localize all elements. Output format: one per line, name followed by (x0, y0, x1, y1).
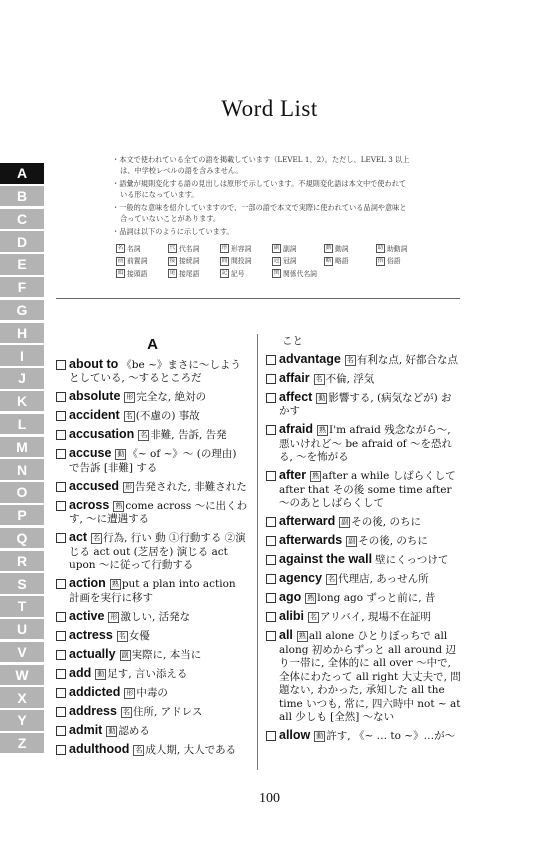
alphabet-tab-q[interactable]: Q (0, 528, 44, 549)
pos-tag: 形 (126, 688, 134, 697)
entry-definition: 許す, 《~ … to ~》…が～ (326, 730, 456, 742)
right-column (266, 335, 462, 748)
pos-label: 形容詞 (231, 244, 252, 253)
section-letter: A (147, 336, 158, 353)
word-entry (56, 724, 249, 739)
word-entry (56, 705, 249, 720)
entry-definition: 影響する, (病気などが) おかす (279, 391, 452, 417)
pos-tag: 熟 (319, 426, 327, 434)
word-entry (56, 499, 249, 527)
entry-word: action (69, 576, 106, 590)
entry-definition: 中毒の (136, 686, 168, 699)
pos-abbr-box: 前 (117, 257, 124, 264)
alphabet-tab-t[interactable]: T (0, 596, 44, 617)
pos-legend-item (220, 256, 272, 267)
pos-tag: 副 (348, 537, 356, 545)
word-entry (266, 353, 462, 368)
pos-tag: 熟 (312, 472, 320, 480)
entry-definition: その後, のちに (351, 516, 421, 528)
pos-tag: 名 (328, 575, 336, 583)
page-number: 100 (259, 791, 280, 806)
word-entry (56, 610, 249, 625)
entry-word: across (69, 497, 110, 512)
alphabet-tab-i[interactable]: I (0, 345, 44, 366)
note-item: ・語彙が規則変化する語の見出しは原形で示しています。不規則変化語は本文中で使われている形になっています。 (112, 179, 407, 199)
word-entry (56, 480, 249, 495)
word-entry (266, 423, 462, 465)
page-title: Word List (221, 96, 318, 121)
entry-word: address (69, 703, 117, 718)
pos-legend-item (116, 244, 168, 255)
pos-tag: 形 (110, 612, 118, 621)
entry-word: alibi (279, 609, 305, 623)
pos-label: 冠詞 (283, 257, 297, 265)
entry-word: advantage (279, 351, 341, 366)
entry-word: afterwards (279, 533, 343, 547)
pos-legend-item (324, 256, 376, 267)
entry-word: affect (279, 389, 313, 404)
pos-label: 動詞 (335, 244, 349, 253)
pos-tag: 名 (140, 431, 148, 439)
column-divider (257, 334, 258, 770)
pos-tag: 動 (108, 726, 116, 735)
entry-definition: 行為, 行い 動 ①行動する ②演じる act out (芝居を) 演じる act upon ～に従って行動する (69, 532, 246, 571)
entry-word: afraid (279, 422, 314, 436)
word-entry (266, 469, 462, 511)
entry-word: accusation (69, 427, 135, 441)
entry-word: active (69, 608, 105, 623)
entry-word: adulthood (69, 741, 130, 756)
pos-legend-item (324, 244, 376, 255)
alphabet-tab-h[interactable]: H (0, 323, 44, 344)
pos-abbr-box: 名 (117, 245, 124, 252)
alphabet-tab-g[interactable]: G (0, 300, 44, 321)
entry-definition: 不倫, 浮気 (325, 372, 375, 385)
pos-label: 間投詞 (231, 257, 252, 265)
pos-label: 接続詞 (179, 257, 200, 265)
pos-tag: 動 (97, 669, 105, 678)
pos-label: 接尾語 (179, 269, 200, 278)
pos-abbr-box: 記 (221, 270, 228, 277)
alphabet-tab-s[interactable]: S (0, 573, 44, 594)
pos-tag: 名 (135, 745, 143, 754)
pos-tag: 名 (315, 374, 323, 383)
alphabet-tab-f[interactable]: F (0, 277, 44, 298)
pos-tag: 熟 (111, 580, 119, 588)
alphabet-tab-u[interactable]: U (0, 619, 44, 640)
pos-tag: 名 (122, 707, 130, 716)
pos-abbr-box: 代 (169, 245, 176, 252)
pos-abbr-box: 略 (325, 257, 332, 264)
word-entry (56, 648, 249, 663)
entry-word: allow (279, 728, 311, 742)
word-entry (56, 390, 249, 405)
alphabet-tab-m[interactable]: M (0, 437, 44, 458)
entry-word: act (69, 530, 88, 544)
pos-label: 関係代名詞 (283, 269, 317, 278)
entry-word: against the wall (279, 552, 373, 566)
pos-abbr-box: 頭 (117, 270, 124, 277)
entry-definition: 足す, 言い添える (107, 667, 188, 680)
pos-legend-item (272, 244, 324, 255)
entry-word: accident (69, 408, 120, 422)
entry-word: affair (279, 370, 310, 385)
pos-label: 記号 (231, 269, 245, 278)
word-entry (56, 743, 249, 758)
pos-tag: 動 (117, 450, 125, 458)
word-entry (266, 515, 462, 530)
entry-definition: 認める (118, 724, 150, 737)
entry-definition: come across ～に出くわす, ～に遭遇する (69, 499, 248, 525)
alphabet-tab-v[interactable]: V (0, 642, 44, 663)
alphabet-tab-k[interactable]: K (0, 391, 44, 412)
alphabet-tab-y[interactable]: Y (0, 710, 44, 731)
entry-definition: 壁にくっつけて (375, 554, 449, 566)
word-entry (266, 610, 462, 625)
pos-tag: 形 (125, 482, 133, 491)
entry-word: all (279, 628, 293, 642)
word-entry (56, 447, 249, 475)
notes-block (112, 155, 412, 279)
entry-definition: アリバイ, 現場不在証明 (320, 611, 431, 623)
pos-tag: 形 (126, 393, 134, 401)
entry-definition: その後, のちに (358, 535, 428, 547)
pos-label: 代名詞 (179, 244, 200, 253)
pos-tag: 名 (310, 613, 318, 621)
pos-abbr-box: 助 (377, 245, 384, 252)
pos-abbr-box: 関 (273, 270, 280, 277)
word-entry (266, 534, 462, 549)
pos-legend-item (116, 269, 168, 280)
entry-definition: 住所, アドレス (132, 705, 203, 718)
word-entry (266, 391, 462, 419)
note-item: ・一般的な意味を紹介していますので、一部の語で本文で実際に使われている品詞や意味と合っていないことがあります。 (112, 203, 407, 223)
entry-word: ago (279, 590, 302, 604)
pos-legend-item (272, 256, 324, 267)
entry-definition: 激しい, 活発な (120, 610, 191, 623)
entry-word: admit (69, 722, 103, 737)
pos-tag: 名 (118, 631, 126, 640)
entry-word: addicted (69, 684, 121, 699)
alphabet-tab-n[interactable]: N (0, 459, 44, 480)
word-entry (266, 729, 462, 744)
entry-definition: after a while しばらくして after that その後 some time after ～のあとしばらくして (279, 470, 456, 509)
pos-label: 略語 (335, 257, 349, 265)
entry-word: actually (69, 646, 116, 661)
pos-tag: 名 (125, 412, 133, 420)
entry-word: add (69, 665, 92, 680)
entry-definition: I'm afraid 残念ながら～, 悪いけれど～ be afraid of ～を恐れる, ～を怖がる (279, 424, 452, 463)
continuation-text: こと (282, 335, 303, 347)
alphabet-tab-e[interactable]: E (0, 254, 44, 275)
word-entry (266, 553, 462, 568)
entry-word: about to (69, 356, 119, 371)
pos-abbr-box: 接 (169, 257, 176, 264)
pos-legend-item (220, 244, 272, 255)
pos-abbr-box: 間 (221, 257, 228, 264)
word-entry (56, 358, 249, 386)
entry-word: absolute (69, 389, 121, 403)
pos-label: 名詞 (127, 244, 141, 253)
alphabet-index (0, 163, 44, 756)
entry-word: after (279, 468, 307, 482)
alphabet-tab-w[interactable]: W (0, 665, 44, 686)
entry-definition: long ago ずっと前に, 昔 (317, 592, 436, 604)
pos-label: 副詞 (283, 244, 297, 253)
entry-definition: all alone ひとりぼっちで all along 初めからずっと all around 辺り一帯に, 全体的に all over ～中で, 全体にわたって all right 大丈夫で, 問題ない, わかった, 承知した all the time いつも, 常に, 四六時中 not ~ at all 少しも [全然] ～ない (279, 630, 461, 723)
entry-word: actress (69, 627, 113, 642)
pos-tag: 熟 (298, 632, 306, 640)
entry-definition: 《~ of ~》～ (の理由) で告訴 [非難] する (69, 448, 237, 474)
pos-tag: 熟 (115, 501, 123, 510)
pos-tag: 副 (121, 650, 129, 659)
alphabet-tab-b[interactable]: B (0, 186, 44, 207)
entry-definition: 《be ~》まさに～しようとしている, ～するところだ (69, 358, 241, 384)
alphabet-tab-z[interactable]: Z (0, 733, 44, 754)
pos-legend (116, 244, 412, 280)
pos-abbr-box: 動 (325, 245, 332, 252)
entry-definition: 完全な, 絶対の (136, 391, 207, 403)
entry-definition: (不慮の) 事故 (135, 410, 200, 422)
pos-abbr-box: 副 (273, 245, 280, 252)
left-column (56, 338, 249, 762)
note-item: ・品詞は以下のように示しています。 (112, 227, 234, 236)
entry-definition: put a plan into action 計画を実行に移す (69, 578, 236, 604)
alphabet-tab-c[interactable]: C (0, 209, 44, 230)
pos-label: 前置詞 (127, 257, 148, 265)
pos-legend-item (168, 256, 220, 267)
pos-tag: 動 (316, 732, 324, 740)
pos-abbr-box: 冠 (273, 257, 280, 264)
entry-word: agency (279, 571, 323, 585)
pos-label: 助動詞 (387, 244, 408, 253)
pos-tag: 名 (93, 534, 101, 542)
alphabet-tab-r[interactable]: R (0, 551, 44, 572)
word-entry (56, 409, 249, 424)
pos-legend-item (376, 244, 428, 255)
pos-tag: 動 (318, 393, 326, 402)
pos-label: 俗語 (387, 257, 401, 265)
word-entry (56, 686, 249, 701)
entry-definition: 実際に, 本当に (131, 648, 202, 661)
entry-word: afterward (279, 514, 336, 528)
alphabet-tab-p[interactable]: P (0, 505, 44, 526)
word-entry (56, 428, 249, 443)
alphabet-tab-d[interactable]: D (0, 231, 44, 252)
pos-abbr-box: 俗 (377, 257, 384, 264)
word-entry (56, 531, 249, 573)
entry-word: accuse (69, 446, 112, 460)
pos-tag: 名 (346, 355, 354, 364)
word-entry (56, 577, 249, 605)
pos-tag: 熟 (307, 594, 315, 602)
alphabet-tab-l[interactable]: L (0, 414, 44, 435)
entry-definition: 有利な点, 好都合な点 (356, 353, 459, 366)
word-entry (266, 572, 462, 587)
alphabet-tab-x[interactable]: X (0, 687, 44, 708)
alphabet-tab-o[interactable]: O (0, 482, 44, 503)
note-item: ・本文で使われている全ての語を掲載しています（LEVEL 1、2）。ただし、LEVEL 3 以上は、中学校レベルの語を含みません。 (112, 155, 410, 175)
pos-tag: 副 (341, 518, 349, 526)
pos-label: 接頭語 (127, 269, 148, 278)
entry-definition: 非難, 告訴, 告発 (150, 429, 227, 441)
pos-legend-item (376, 256, 428, 267)
word-entry (266, 591, 462, 606)
entry-definition: 代理店, あっせん所 (338, 573, 429, 585)
divider (56, 298, 460, 299)
word-entry (266, 372, 462, 387)
entry-definition: 成人期, 大人である (145, 743, 237, 756)
entry-word: accused (69, 478, 120, 493)
alphabet-tab-a[interactable]: A (0, 163, 44, 184)
pos-legend-item (220, 269, 272, 280)
pos-legend-item (168, 269, 220, 280)
alphabet-tab-j[interactable]: J (0, 368, 44, 389)
word-entry (266, 629, 462, 725)
entry-definition: 女優 (128, 629, 150, 642)
word-entry (56, 667, 249, 682)
pos-legend-item (168, 244, 220, 255)
pos-abbr-box: 形 (221, 245, 228, 252)
pos-abbr-box: 尾 (169, 270, 176, 277)
pos-legend-item (116, 256, 168, 267)
pos-legend-item (272, 269, 324, 280)
word-entry (56, 629, 249, 644)
entry-definition: 告発された, 非難された (135, 480, 247, 493)
